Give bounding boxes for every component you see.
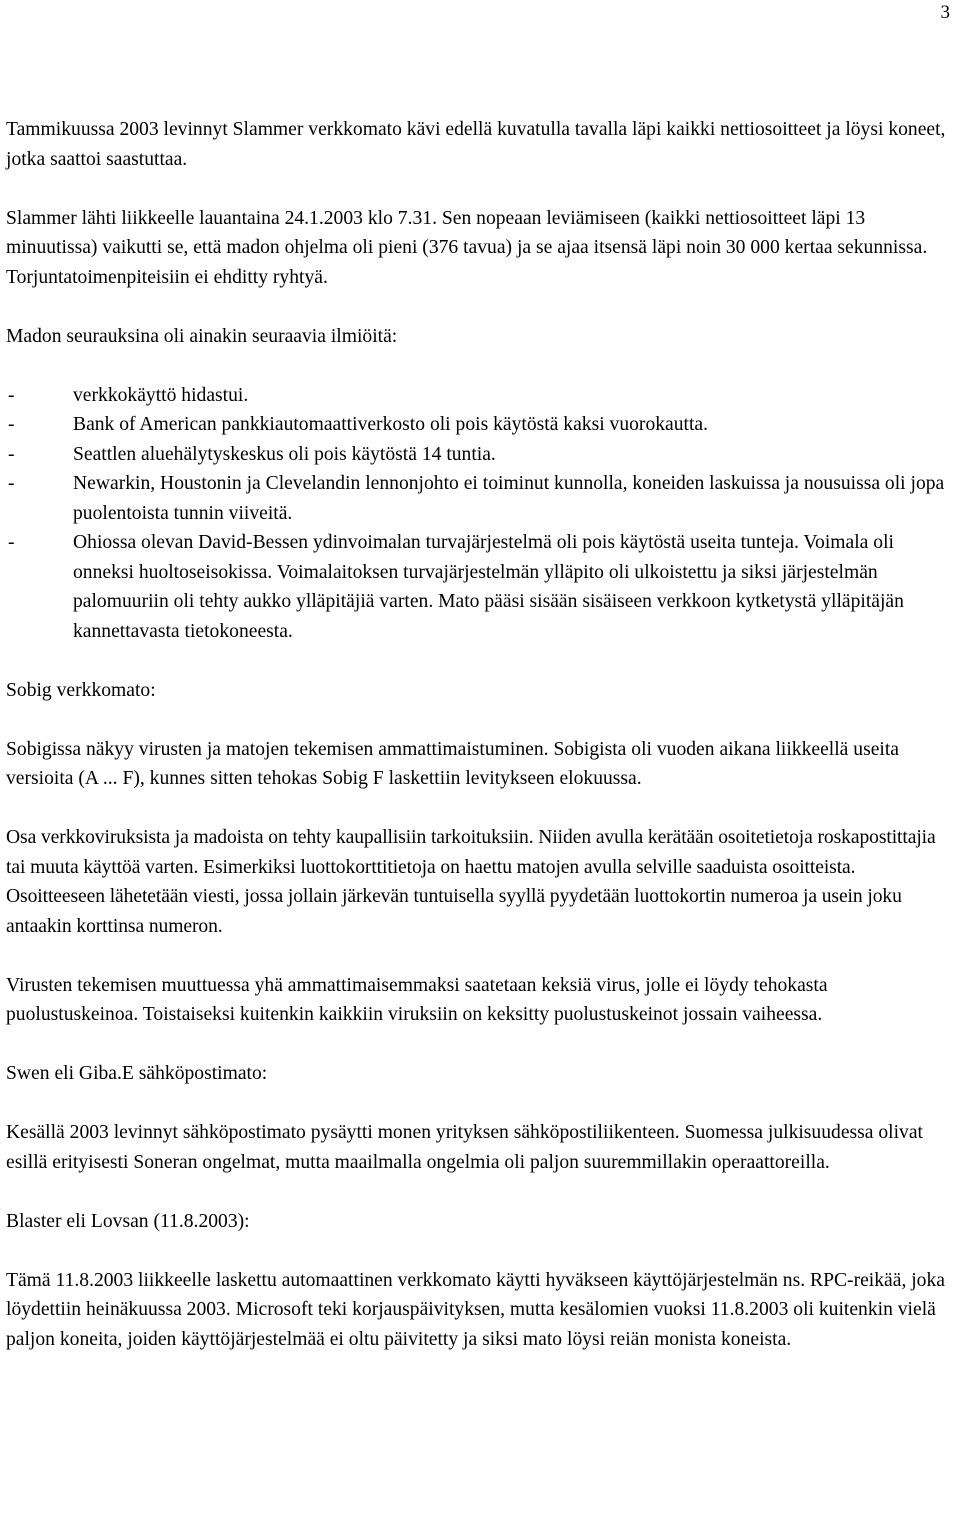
list-item [6,381,958,411]
bullet-dash: - [8,443,15,465]
paragraph-sobig: Sobigissa näkyy virusten ja matojen tekemisen ammattimaistuminen. Sobigista oli vuoden aikana liikkeellä useita versioita (A ... F), kunnes sitten tehokas Sobig F laskettiin levitykseen elokuussa. [6,738,899,789]
paragraph-slammer-intro: Tammikuussa 2003 levinnyt Slammer verkkomato kävi edellä kuvatulla tavalla läpi kaikki nettiosoitteet ja löysi koneet, jotka saattoi saastuttaa. [6,119,946,170]
paragraph-consequences-intro: Madon seurauksina oli ainakin seuraavia ilmiöitä: [6,325,398,347]
heading-swen: Swen eli Giba.E sähköpostimato: [6,1063,268,1084]
list-item-text: Seattlen aluehälytyskeskus oli pois käytöstä 14 tuntia. [73,443,496,465]
consequences-list [6,381,958,647]
paragraph-blaster: Tämä 11.8.2003 liikkeelle laskettu automaattinen verkkomato käytti hyväkseen käyttöjärjestelmän ns. RPC-reikää, joka löydettiin heinäkuussa 2003. Microsoft teki korjauspäivityksen, mutta kesälomien vuoksi 11.8.2003 oli kuitenkin vielä paljon koneita, joiden käyttöjärjestelmää ei oltu päivitetty ja siksi mato löysi reiän monista koneista. [6,1269,945,1350]
bullet-dash: - [8,414,15,435]
paragraph-swen: Kesällä 2003 levinnyt sähköpostimato pysäytti monen yrityksen sähköpostiliikenteen. Suomessa julkisuudessa olivat esillä erityisesti Soneran ongelmat, mutta maailmalla ongelmia oli paljon suuremmillakin operaattoreilla. [6,1122,923,1173]
list-item-text: Newarkin, Houstonin ja Clevelandin lennonjohto ei toiminut kunnolla, koneiden laskuissa ja nousuissa oli jopa puolentoista tunnin viiveitä. [73,473,945,524]
page-number: 3 [940,2,950,23]
paragraph-slammer-spread: Slammer lähti liikkeelle lauantaina 24.1.2003 klo 7.31. Sen nopeaan leviämiseen (kaikki nettiosoitteet läpi 13 minuutissa) vaikutti se, että madon ohjelma oli pieni (376 tavua) ja se ajaa itsensä läpi noin 30 000 kertaa sekunnissa. Torjuntatoimenpiteisiin ei ehditty ryhtyä. [6,207,928,288]
paragraph-professionalization: Virusten tekemisen muuttuessa yhä ammattimaisemmaksi saatetaan keksiä virus, jolle ei löydy tehokasta puolustuskeinoa. Toistaiseksi kuitenkin kaikkiin viruksiin on keksitty puolustuskeinot jossain vaiheessa. [6,974,828,1025]
list-item [6,469,958,528]
heading-sobig: Sobig verkkomato: [6,679,156,701]
list-item [6,528,958,646]
document-body [6,115,958,1354]
list-item-text: verkkokäyttö hidastui. [73,384,249,406]
list-item-text: Ohiossa olevan David-Bessen ydinvoimalan turvajärjestelmä oli pois käytöstä useita tunteja. Voimala oli onneksi huoltoseisokissa. Voimalaitoksen turvajärjestelmän ylläpito oli ulkoistettu ja siksi järjestelmän palomuuriin oli tehty aukko ylläpitäjiä varten. Mato pääsi sisään sisäiseen verkkoon kytketystä ylläpitäjän kannettavasta tietokoneesta. [73,532,904,642]
heading-blaster: Blaster eli Lovsan (11.8.2003): [6,1210,250,1232]
bullet-dash: - [8,384,15,406]
bullet-dash: - [8,473,15,494]
bullet-dash: - [8,532,15,553]
list-item [6,410,958,440]
paragraph-commercial: Osa verkkoviruksista ja madoista on tehty kaupallisiin tarkoituksiin. Niiden avulla kerätään osoitetietoja roskapostittajia tai muuta käyttöä varten. Esimerkiksi luottokorttitietoja on haettu matojen avulla selville saaduista osoitteista. Osoitteeseen lähetetään viesti, jossa jollain järkevän tuntuisella syyllä pyydetään luottokortin numeroa ja usein joku antaakin korttinsa numeron. [6,827,936,937]
list-item-text: Bank of American pankkiautomaattiverkosto oli pois käytöstä kaksi vuorokautta. [73,414,709,435]
list-item [6,440,958,470]
